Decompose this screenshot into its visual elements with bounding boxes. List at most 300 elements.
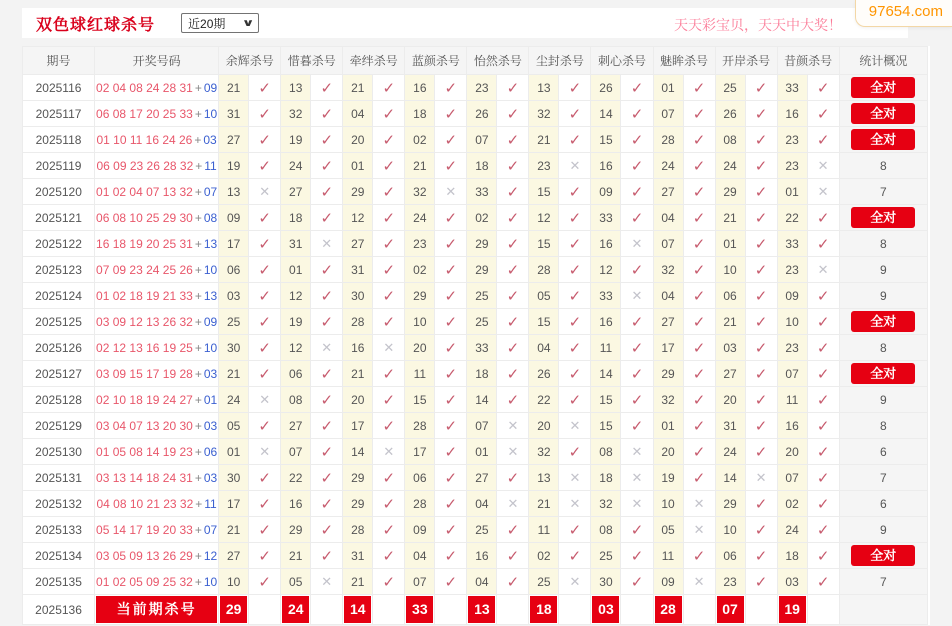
period-cell: 2025135 xyxy=(23,569,95,595)
draw-numbers-cell xyxy=(95,517,219,543)
kill-number-cell: 21 xyxy=(281,543,311,569)
check-icon: ✓ xyxy=(754,365,768,383)
kill-number-cell: 07 xyxy=(467,413,497,439)
check-icon: ✓ xyxy=(754,157,768,175)
kill-number-cell: 01 xyxy=(219,439,249,465)
kill-result-cell xyxy=(311,205,343,231)
kill-result-cell xyxy=(435,75,467,101)
current-period-row xyxy=(23,595,928,625)
kill-number-cell: 05 xyxy=(281,569,311,595)
stat-count: 8 xyxy=(879,236,887,251)
kill-number-cell: 23 xyxy=(777,127,807,153)
kill-result-cell xyxy=(373,465,405,491)
table-row xyxy=(23,413,928,439)
kill-number-cell: 32 xyxy=(653,257,683,283)
check-icon: ✓ xyxy=(444,365,458,383)
kill-number-cell: 12 xyxy=(529,205,559,231)
kill-result-cell xyxy=(497,387,529,413)
cross-icon: ✕ xyxy=(693,521,705,537)
kill-result-cell xyxy=(373,361,405,387)
kill-number-cell: 13 xyxy=(529,465,559,491)
kill-result-cell xyxy=(373,543,405,569)
cross-icon: ✕ xyxy=(383,339,395,355)
check-icon: ✓ xyxy=(630,339,644,357)
kill-result-cell xyxy=(745,335,777,361)
kill-result-cell xyxy=(435,517,467,543)
kill-result-cell xyxy=(807,413,839,439)
kill-number-cell: 33 xyxy=(591,205,621,231)
table-row xyxy=(23,101,928,127)
kill-result-cell xyxy=(311,179,343,205)
kill-number-cell: 10 xyxy=(777,309,807,335)
kill-number-cell: 18 xyxy=(777,543,807,569)
cross-icon: ✕ xyxy=(817,261,829,277)
column-header-6: 蓝颜杀号 xyxy=(405,47,467,75)
kill-number-cell: 26 xyxy=(467,101,497,127)
blue-ball: 10 xyxy=(203,574,218,589)
kill-number-cell: 31 xyxy=(343,543,373,569)
kill-number-cell: 25 xyxy=(467,283,497,309)
kill-number-cell: 27 xyxy=(219,127,249,153)
page-title: 双色球红球杀号 xyxy=(36,16,156,34)
kill-number-cell: 27 xyxy=(653,309,683,335)
kill-number-cell: 01 xyxy=(281,257,311,283)
kill-number-cell: 16 xyxy=(591,231,621,257)
red-balls: 07 09 23 24 25 26 xyxy=(96,262,193,277)
check-icon: ✓ xyxy=(692,183,706,201)
current-kill-number: 07 xyxy=(717,596,744,623)
kill-result-cell xyxy=(559,465,591,491)
check-icon: ✓ xyxy=(258,131,271,149)
kill-result-cell xyxy=(745,283,777,309)
kill-result-cell xyxy=(497,205,529,231)
blue-ball: 10 xyxy=(203,262,218,277)
kill-result-cell xyxy=(683,309,715,335)
stat-cell xyxy=(839,439,927,465)
kill-result-cell xyxy=(807,153,839,179)
kill-result-cell xyxy=(621,595,653,625)
kill-result-cell xyxy=(621,309,653,335)
title-bar xyxy=(22,8,908,38)
kill-number-cell: 16 xyxy=(467,543,497,569)
kill-number-cell: 13 xyxy=(219,179,249,205)
kill-result-cell xyxy=(435,283,467,309)
period-cell: 2025136 xyxy=(23,595,95,625)
kill-number-cell: 27 xyxy=(343,231,373,257)
kill-result-cell xyxy=(745,543,777,569)
kill-result-cell xyxy=(745,491,777,517)
kill-number-cell: 07 xyxy=(467,127,497,153)
check-icon: ✓ xyxy=(320,547,334,565)
stat-cell xyxy=(839,491,927,517)
check-icon: ✓ xyxy=(258,547,271,565)
check-icon: ✓ xyxy=(692,105,706,123)
check-icon: ✓ xyxy=(754,339,768,357)
kill-number-cell xyxy=(343,595,373,625)
site-watermark[interactable]: 97654.com xyxy=(855,0,952,27)
cross-icon: ✕ xyxy=(321,339,333,355)
kill-number-cell: 29 xyxy=(343,491,373,517)
kill-number-cell: 28 xyxy=(653,127,683,153)
kill-number-cell: 20 xyxy=(653,439,683,465)
plus-sign: + xyxy=(194,418,202,433)
check-icon: ✓ xyxy=(816,573,830,591)
kill-result-cell xyxy=(683,205,715,231)
blue-ball: 08 xyxy=(203,210,218,225)
range-dropdown[interactable] xyxy=(181,13,259,33)
kill-result-cell xyxy=(497,257,529,283)
kill-result-cell xyxy=(249,127,281,153)
stat-cell xyxy=(839,595,927,625)
kill-number-cell: 22 xyxy=(529,387,559,413)
kill-number-cell: 18 xyxy=(467,361,497,387)
kill-number-cell: 03 xyxy=(777,569,807,595)
check-icon: ✓ xyxy=(506,469,520,487)
kill-result-cell xyxy=(683,361,715,387)
kill-result-cell xyxy=(745,257,777,283)
kill-result-cell xyxy=(373,309,405,335)
check-icon: ✓ xyxy=(382,365,396,383)
kill-result-cell xyxy=(373,153,405,179)
kill-number-cell: 21 xyxy=(219,517,249,543)
kill-number-cell: 19 xyxy=(281,309,311,335)
kill-number-cell: 15 xyxy=(591,127,621,153)
kill-result-cell xyxy=(807,595,839,625)
kill-number-cell: 10 xyxy=(405,309,435,335)
kill-result-cell xyxy=(249,153,281,179)
kill-result-cell xyxy=(621,439,653,465)
kill-number-cell: 11 xyxy=(591,335,621,361)
plus-sign: + xyxy=(194,522,202,537)
draw-numbers-cell xyxy=(95,491,219,517)
check-icon: ✓ xyxy=(816,469,830,487)
kill-result-cell xyxy=(559,335,591,361)
table-row xyxy=(23,491,928,517)
red-balls: 06 09 23 26 28 32 xyxy=(96,158,194,173)
check-icon: ✓ xyxy=(816,313,830,331)
check-icon: ✓ xyxy=(568,131,582,149)
column-header-5: 牵绊杀号 xyxy=(343,47,405,75)
check-icon: ✓ xyxy=(320,391,334,409)
kill-result-cell xyxy=(497,335,529,361)
kill-result-cell xyxy=(683,543,715,569)
cross-icon: ✕ xyxy=(259,443,271,459)
kill-number-cell: 02 xyxy=(529,543,559,569)
kill-result-cell xyxy=(311,283,343,309)
kill-result-cell xyxy=(745,127,777,153)
kill-number-cell: 01 xyxy=(653,413,683,439)
check-icon: ✓ xyxy=(816,339,830,357)
all-correct-badge: 全对 xyxy=(851,129,915,150)
kill-result-cell xyxy=(373,231,405,257)
kill-result-cell xyxy=(807,465,839,491)
check-icon: ✓ xyxy=(754,495,768,513)
kill-number-cell: 14 xyxy=(591,361,621,387)
check-icon: ✓ xyxy=(320,443,334,461)
kill-number-cell: 23 xyxy=(777,257,807,283)
red-balls: 01 02 05 09 25 32 xyxy=(96,574,193,589)
kill-result-cell xyxy=(373,127,405,153)
kill-number-cell: 28 xyxy=(405,491,435,517)
check-icon: ✓ xyxy=(568,365,582,383)
stat-cell xyxy=(839,283,927,309)
kill-number-cell: 07 xyxy=(777,361,807,387)
kill-result-cell xyxy=(683,127,715,153)
kill-number-cell: 29 xyxy=(715,491,745,517)
check-icon: ✓ xyxy=(816,443,830,461)
kill-result-cell xyxy=(435,491,467,517)
check-icon: ✓ xyxy=(444,209,458,227)
kill-result-cell xyxy=(373,101,405,127)
kill-result-cell xyxy=(373,179,405,205)
cross-icon: ✕ xyxy=(755,469,767,485)
kill-result-cell xyxy=(745,101,777,127)
kill-number-cell xyxy=(715,595,745,625)
current-kill-banner: 当前期杀号 xyxy=(96,596,217,623)
kill-result-cell xyxy=(621,413,653,439)
period-cell: 2025128 xyxy=(23,387,95,413)
stat-cell xyxy=(839,517,927,543)
check-icon: ✓ xyxy=(320,209,334,227)
check-icon: ✓ xyxy=(692,209,706,227)
cross-icon: ✕ xyxy=(693,495,705,511)
kill-result-cell xyxy=(683,75,715,101)
stat-count: 9 xyxy=(879,288,887,303)
kill-result-cell xyxy=(497,491,529,517)
period-cell: 2025116 xyxy=(23,75,95,101)
kill-number-cell: 11 xyxy=(777,387,807,413)
kill-number-cell xyxy=(591,595,621,625)
kill-result-cell xyxy=(621,75,653,101)
kill-result-cell xyxy=(807,361,839,387)
kill-result-cell xyxy=(249,309,281,335)
plus-sign: + xyxy=(194,262,202,277)
table-row xyxy=(23,517,928,543)
kill-number-cell: 16 xyxy=(343,335,373,361)
stat-count: 7 xyxy=(879,184,887,199)
kill-result-cell xyxy=(373,491,405,517)
column-header-13: 统计概况 xyxy=(839,47,927,75)
kill-result-cell xyxy=(745,75,777,101)
kill-result-cell xyxy=(683,101,715,127)
check-icon: ✓ xyxy=(754,417,768,435)
stat-cell xyxy=(839,361,927,387)
kill-result-cell xyxy=(311,335,343,361)
kill-number-cell: 15 xyxy=(405,387,435,413)
check-icon: ✓ xyxy=(382,495,396,513)
kill-number-cell: 29 xyxy=(467,257,497,283)
kill-number-cell xyxy=(653,595,683,625)
kill-result-cell xyxy=(497,517,529,543)
column-header-3: 余辉杀号 xyxy=(219,47,281,75)
kill-number-cell: 09 xyxy=(653,569,683,595)
kill-number-cell: 09 xyxy=(777,283,807,309)
kill-number-cell: 24 xyxy=(219,387,249,413)
check-icon: ✓ xyxy=(568,339,582,357)
kill-number-cell: 08 xyxy=(591,439,621,465)
check-icon: ✓ xyxy=(630,79,644,97)
red-balls: 16 18 19 20 25 31 xyxy=(96,236,193,251)
check-icon: ✓ xyxy=(754,313,768,331)
check-icon: ✓ xyxy=(444,391,458,409)
cross-icon: ✕ xyxy=(321,235,333,251)
kill-number-cell: 23 xyxy=(529,153,559,179)
check-icon: ✓ xyxy=(630,261,644,279)
check-icon: ✓ xyxy=(816,391,830,409)
kill-result-cell xyxy=(373,569,405,595)
column-header-11: 开岸杀号 xyxy=(715,47,777,75)
kill-result-cell xyxy=(807,439,839,465)
kill-result-cell xyxy=(559,309,591,335)
kill-number-cell: 07 xyxy=(653,101,683,127)
kill-number-cell: 07 xyxy=(777,465,807,491)
current-kill-number: 28 xyxy=(655,596,682,623)
kill-number-cell: 33 xyxy=(591,283,621,309)
check-icon: ✓ xyxy=(382,287,396,305)
kill-number-cell xyxy=(219,595,249,625)
kill-result-cell xyxy=(373,283,405,309)
current-kill-number: 29 xyxy=(220,596,247,623)
stat-cell xyxy=(839,231,927,257)
kill-number-cell: 32 xyxy=(653,387,683,413)
check-icon: ✓ xyxy=(568,521,582,539)
kill-number-cell: 16 xyxy=(405,75,435,101)
check-icon: ✓ xyxy=(630,417,644,435)
check-icon: ✓ xyxy=(506,573,520,591)
kill-number-cell: 20 xyxy=(405,335,435,361)
check-icon: ✓ xyxy=(444,235,458,253)
stat-cell xyxy=(839,309,927,335)
cross-icon: ✕ xyxy=(693,573,705,589)
header-row xyxy=(23,47,928,75)
kill-result-cell xyxy=(807,543,839,569)
check-icon: ✓ xyxy=(258,287,271,305)
check-icon: ✓ xyxy=(692,339,706,357)
blue-ball: 10 xyxy=(203,106,218,121)
plus-sign: + xyxy=(195,158,203,173)
check-icon: ✓ xyxy=(630,209,644,227)
check-icon: ✓ xyxy=(754,183,768,201)
kill-result-cell xyxy=(683,179,715,205)
check-icon: ✓ xyxy=(506,157,520,175)
plus-sign: + xyxy=(194,80,202,95)
kill-result-cell xyxy=(621,205,653,231)
current-kill-number: 13 xyxy=(468,596,495,623)
stat-cell xyxy=(839,179,927,205)
kill-number-cell: 22 xyxy=(281,465,311,491)
kill-number-cell: 07 xyxy=(653,231,683,257)
kill-number-cell: 17 xyxy=(219,491,249,517)
kill-number-cell: 03 xyxy=(715,335,745,361)
kill-number-cell: 17 xyxy=(343,413,373,439)
plus-sign: + xyxy=(194,548,202,563)
kill-result-cell xyxy=(249,517,281,543)
kill-result-cell xyxy=(435,465,467,491)
cross-icon: ✕ xyxy=(817,157,829,173)
period-cell: 2025121 xyxy=(23,205,95,231)
table-row xyxy=(23,335,928,361)
cross-icon: ✕ xyxy=(259,183,271,199)
kill-result-cell xyxy=(807,283,839,309)
check-icon: ✓ xyxy=(258,339,271,357)
kill-number-cell: 04 xyxy=(467,569,497,595)
blue-ball: 03 xyxy=(203,366,218,381)
promo-slogan: 天天彩宝贝，天天中大奖！ xyxy=(674,17,842,33)
column-header-7: 怡然杀号 xyxy=(467,47,529,75)
kill-result-cell xyxy=(559,153,591,179)
draw-numbers-cell xyxy=(95,439,219,465)
kill-number-cell: 14 xyxy=(343,439,373,465)
kill-result-cell xyxy=(559,491,591,517)
check-icon: ✓ xyxy=(258,417,271,435)
kill-result-cell xyxy=(311,465,343,491)
kill-result-cell xyxy=(745,309,777,335)
kill-number-cell: 21 xyxy=(343,361,373,387)
column-header-1: 期号 xyxy=(23,47,95,75)
plus-sign: + xyxy=(194,314,202,329)
kill-number-cell: 08 xyxy=(715,127,745,153)
kill-number-cell: 05 xyxy=(653,517,683,543)
kill-number-cell: 07 xyxy=(281,439,311,465)
red-balls: 02 04 08 24 28 31 xyxy=(96,80,193,95)
check-icon: ✓ xyxy=(568,547,582,565)
check-icon: ✓ xyxy=(506,79,520,97)
draw-numbers-cell xyxy=(95,75,219,101)
kill-number-cell: 11 xyxy=(653,543,683,569)
stat-cell xyxy=(839,387,927,413)
kill-result-cell xyxy=(745,413,777,439)
check-icon: ✓ xyxy=(754,261,768,279)
draw-numbers-cell xyxy=(95,413,219,439)
kill-number-cell: 12 xyxy=(591,257,621,283)
kill-result-cell xyxy=(249,569,281,595)
check-icon: ✓ xyxy=(444,521,458,539)
kill-result-cell xyxy=(621,335,653,361)
table-row xyxy=(23,543,928,569)
check-icon: ✓ xyxy=(382,417,396,435)
kill-result-cell xyxy=(249,179,281,205)
cross-icon: ✕ xyxy=(569,157,581,173)
check-icon: ✓ xyxy=(816,105,830,123)
red-balls: 01 02 18 19 21 33 xyxy=(96,288,193,303)
kill-result-cell xyxy=(435,205,467,231)
plus-sign: + xyxy=(194,392,202,407)
kill-result-cell xyxy=(683,569,715,595)
kill-result-cell xyxy=(311,491,343,517)
check-icon: ✓ xyxy=(320,157,334,175)
blue-ball: 07 xyxy=(203,184,218,199)
check-icon: ✓ xyxy=(506,287,520,305)
blue-ball: 03 xyxy=(203,132,217,147)
blue-ball: 10 xyxy=(203,340,218,355)
kill-number-cell: 28 xyxy=(343,309,373,335)
kill-number-cell: 11 xyxy=(405,361,435,387)
period-cell: 2025118 xyxy=(23,127,95,153)
check-icon: ✓ xyxy=(630,521,644,539)
kill-number-cell: 25 xyxy=(591,543,621,569)
current-kill-number: 18 xyxy=(530,596,557,623)
kill-result-cell xyxy=(559,205,591,231)
period-cell: 2025122 xyxy=(23,231,95,257)
check-icon: ✓ xyxy=(568,183,582,201)
draw-numbers-cell xyxy=(95,205,219,231)
cross-icon: ✕ xyxy=(507,443,519,459)
blue-ball: 06 xyxy=(203,444,218,459)
kill-result-cell xyxy=(621,257,653,283)
kill-number-cell xyxy=(777,595,807,625)
check-icon: ✓ xyxy=(568,105,582,123)
kill-result-cell xyxy=(683,413,715,439)
